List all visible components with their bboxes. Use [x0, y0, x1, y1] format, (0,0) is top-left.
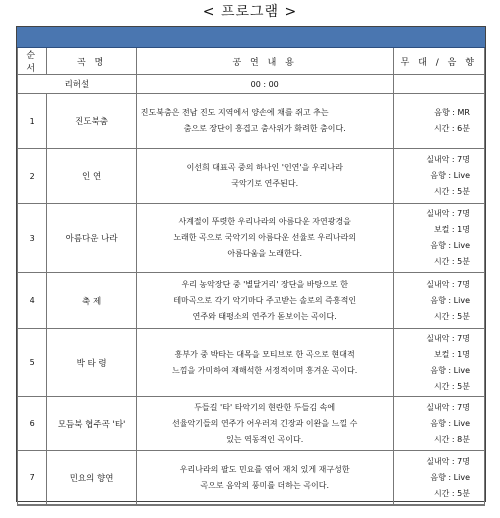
header-banner: [17, 27, 485, 48]
stage-line: 시간 : 5분: [433, 488, 470, 498]
header-stage: 무 대 / 음 향: [393, 48, 484, 75]
desc-line: 사계절이 뚜렷한 우리나라의 아름다운 자연광경을: [178, 217, 351, 226]
stage-line: 음향 : Live: [430, 295, 470, 305]
row-stage: [393, 273, 484, 329]
desc-line: 느낌을 가미하여 재해석한 서정적이며 흥겨운 곡이다.: [172, 365, 358, 375]
row-description: [136, 329, 393, 397]
program-table: [17, 48, 485, 505]
row-no: 7: [18, 451, 47, 505]
program-table-frame: [16, 26, 486, 502]
header-performance: 공 연 내 용: [136, 48, 393, 75]
desc-line: 두들길 '타' 타악기의 현란한 두들김 속에: [194, 402, 336, 412]
row-no: 4: [18, 273, 47, 329]
stage-line: 시간 : 6분: [433, 124, 470, 133]
desc-line: 우리 농악장단 중 '별달거리' 장단을 바탕으로 한: [181, 279, 348, 289]
table-row: [18, 94, 485, 149]
rehearsal-stage-empty: [393, 75, 484, 94]
header-title: 곡 명: [47, 48, 136, 75]
table-row: [18, 273, 485, 329]
stage-line: 음향 : Live: [430, 365, 470, 375]
row-stage: [393, 451, 484, 505]
stage-line: 실내악 : 7명: [426, 456, 470, 466]
table-row: [18, 397, 485, 451]
desc-line: 진도북춤은 전남 진도 지역에서 양손에 채를 쥐고 추는: [140, 108, 329, 117]
desc-line: 춤으로 장단이 흥겹고 춤사위가 화려한 춤이다.: [183, 124, 346, 133]
footer-band: [17, 505, 485, 518]
desc-line: 우리나라의 팔도 민요를 엮어 재치 있게 재구성한: [179, 464, 350, 474]
stage-line: 실내악 : 7명: [426, 209, 470, 218]
row-title: 아름다운 나라: [47, 204, 136, 273]
row-title: 민요의 향연: [47, 451, 136, 505]
stage-line: 시간 : 8분: [433, 434, 470, 444]
stage-line: 시간 : 5분: [433, 257, 470, 266]
row-stage: [393, 397, 484, 451]
row-no: 6: [18, 397, 47, 451]
row-stage: [393, 149, 484, 204]
page-title: < 프로그램 >: [202, 4, 298, 20]
header-no: 순서: [18, 48, 47, 75]
desc-line: 흥부가 중 박타는 대목을 모티브로 한 곡으로 현대적: [174, 349, 355, 359]
stage-line: 보컬 : 1명: [433, 349, 470, 359]
desc-line: 곡으로 음악의 풍미를 더하는 곡이다.: [200, 480, 329, 490]
rehearsal-row: [18, 75, 485, 94]
row-description: [136, 397, 393, 451]
stage-line: 실내악 : 7명: [426, 402, 470, 412]
row-description: [136, 451, 393, 505]
stage-line: 시간 : 5분: [433, 311, 470, 321]
stage-line: 음향 : Live: [430, 241, 470, 250]
row-title: 박 타 령: [47, 329, 136, 397]
table-row: [18, 204, 485, 273]
desc-line: 연주와 태평소의 연주가 돋보이는 곡이다.: [192, 311, 337, 321]
rehearsal-time: 00 : 00: [136, 75, 393, 94]
row-title: 모듬북 협주곡 '타': [47, 397, 136, 451]
desc-line: 노래한 곡으로 국악기의 아름다운 선율로 우리나라의: [173, 233, 357, 242]
stage-line: 시간 : 5분: [433, 187, 470, 196]
row-no: 3: [18, 204, 47, 273]
stage-line: 실내악 : 7명: [426, 333, 470, 343]
table-row: [18, 149, 485, 204]
table-row: [18, 329, 485, 397]
stage-line: 음향 : Live: [430, 472, 470, 482]
row-description: [136, 149, 393, 204]
table-row: [18, 451, 485, 505]
row-no: 1: [18, 94, 47, 149]
row-description: [136, 204, 393, 273]
row-stage: [393, 329, 484, 397]
table-header-row: [18, 48, 485, 75]
stage-line: 실내악 : 7명: [426, 279, 470, 289]
rehearsal-label: 리허설: [18, 75, 137, 94]
row-title: 축 제: [47, 273, 136, 329]
stage-line: 보컬 : 1명: [433, 225, 470, 234]
desc-line: 선율악기들의 연주가 어우러져 긴장과 이완을 느낄 수: [172, 418, 358, 428]
row-title: 진도북춤: [47, 94, 136, 149]
desc-line: 아름다움을 노래한다.: [227, 249, 302, 258]
stage-line: 음향 : Live: [430, 171, 470, 180]
desc-line: 있는 역동적인 곡이다.: [226, 434, 304, 444]
row-no: 2: [18, 149, 47, 204]
desc-line: 국악기로 연주된다.: [231, 179, 299, 188]
stage-line: 시간 : 5분: [433, 381, 470, 391]
row-title: 인 연: [47, 149, 136, 204]
stage-line: 실내악 : 7명: [426, 155, 470, 164]
row-stage: [393, 204, 484, 273]
stage-line: 음향 : MR: [434, 108, 470, 117]
row-no: 5: [18, 329, 47, 397]
row-description: [136, 94, 393, 149]
desc-line: 테마곡으로 각기 악기마다 주고받는 솔로의 즉흥적인: [173, 295, 357, 305]
row-stage: [393, 94, 484, 149]
stage-line: 음향 : Live: [430, 418, 470, 428]
row-description: [136, 273, 393, 329]
desc-line: 이선희 대표곡 중의 하나인 '인연'을 우리나라: [186, 163, 343, 172]
